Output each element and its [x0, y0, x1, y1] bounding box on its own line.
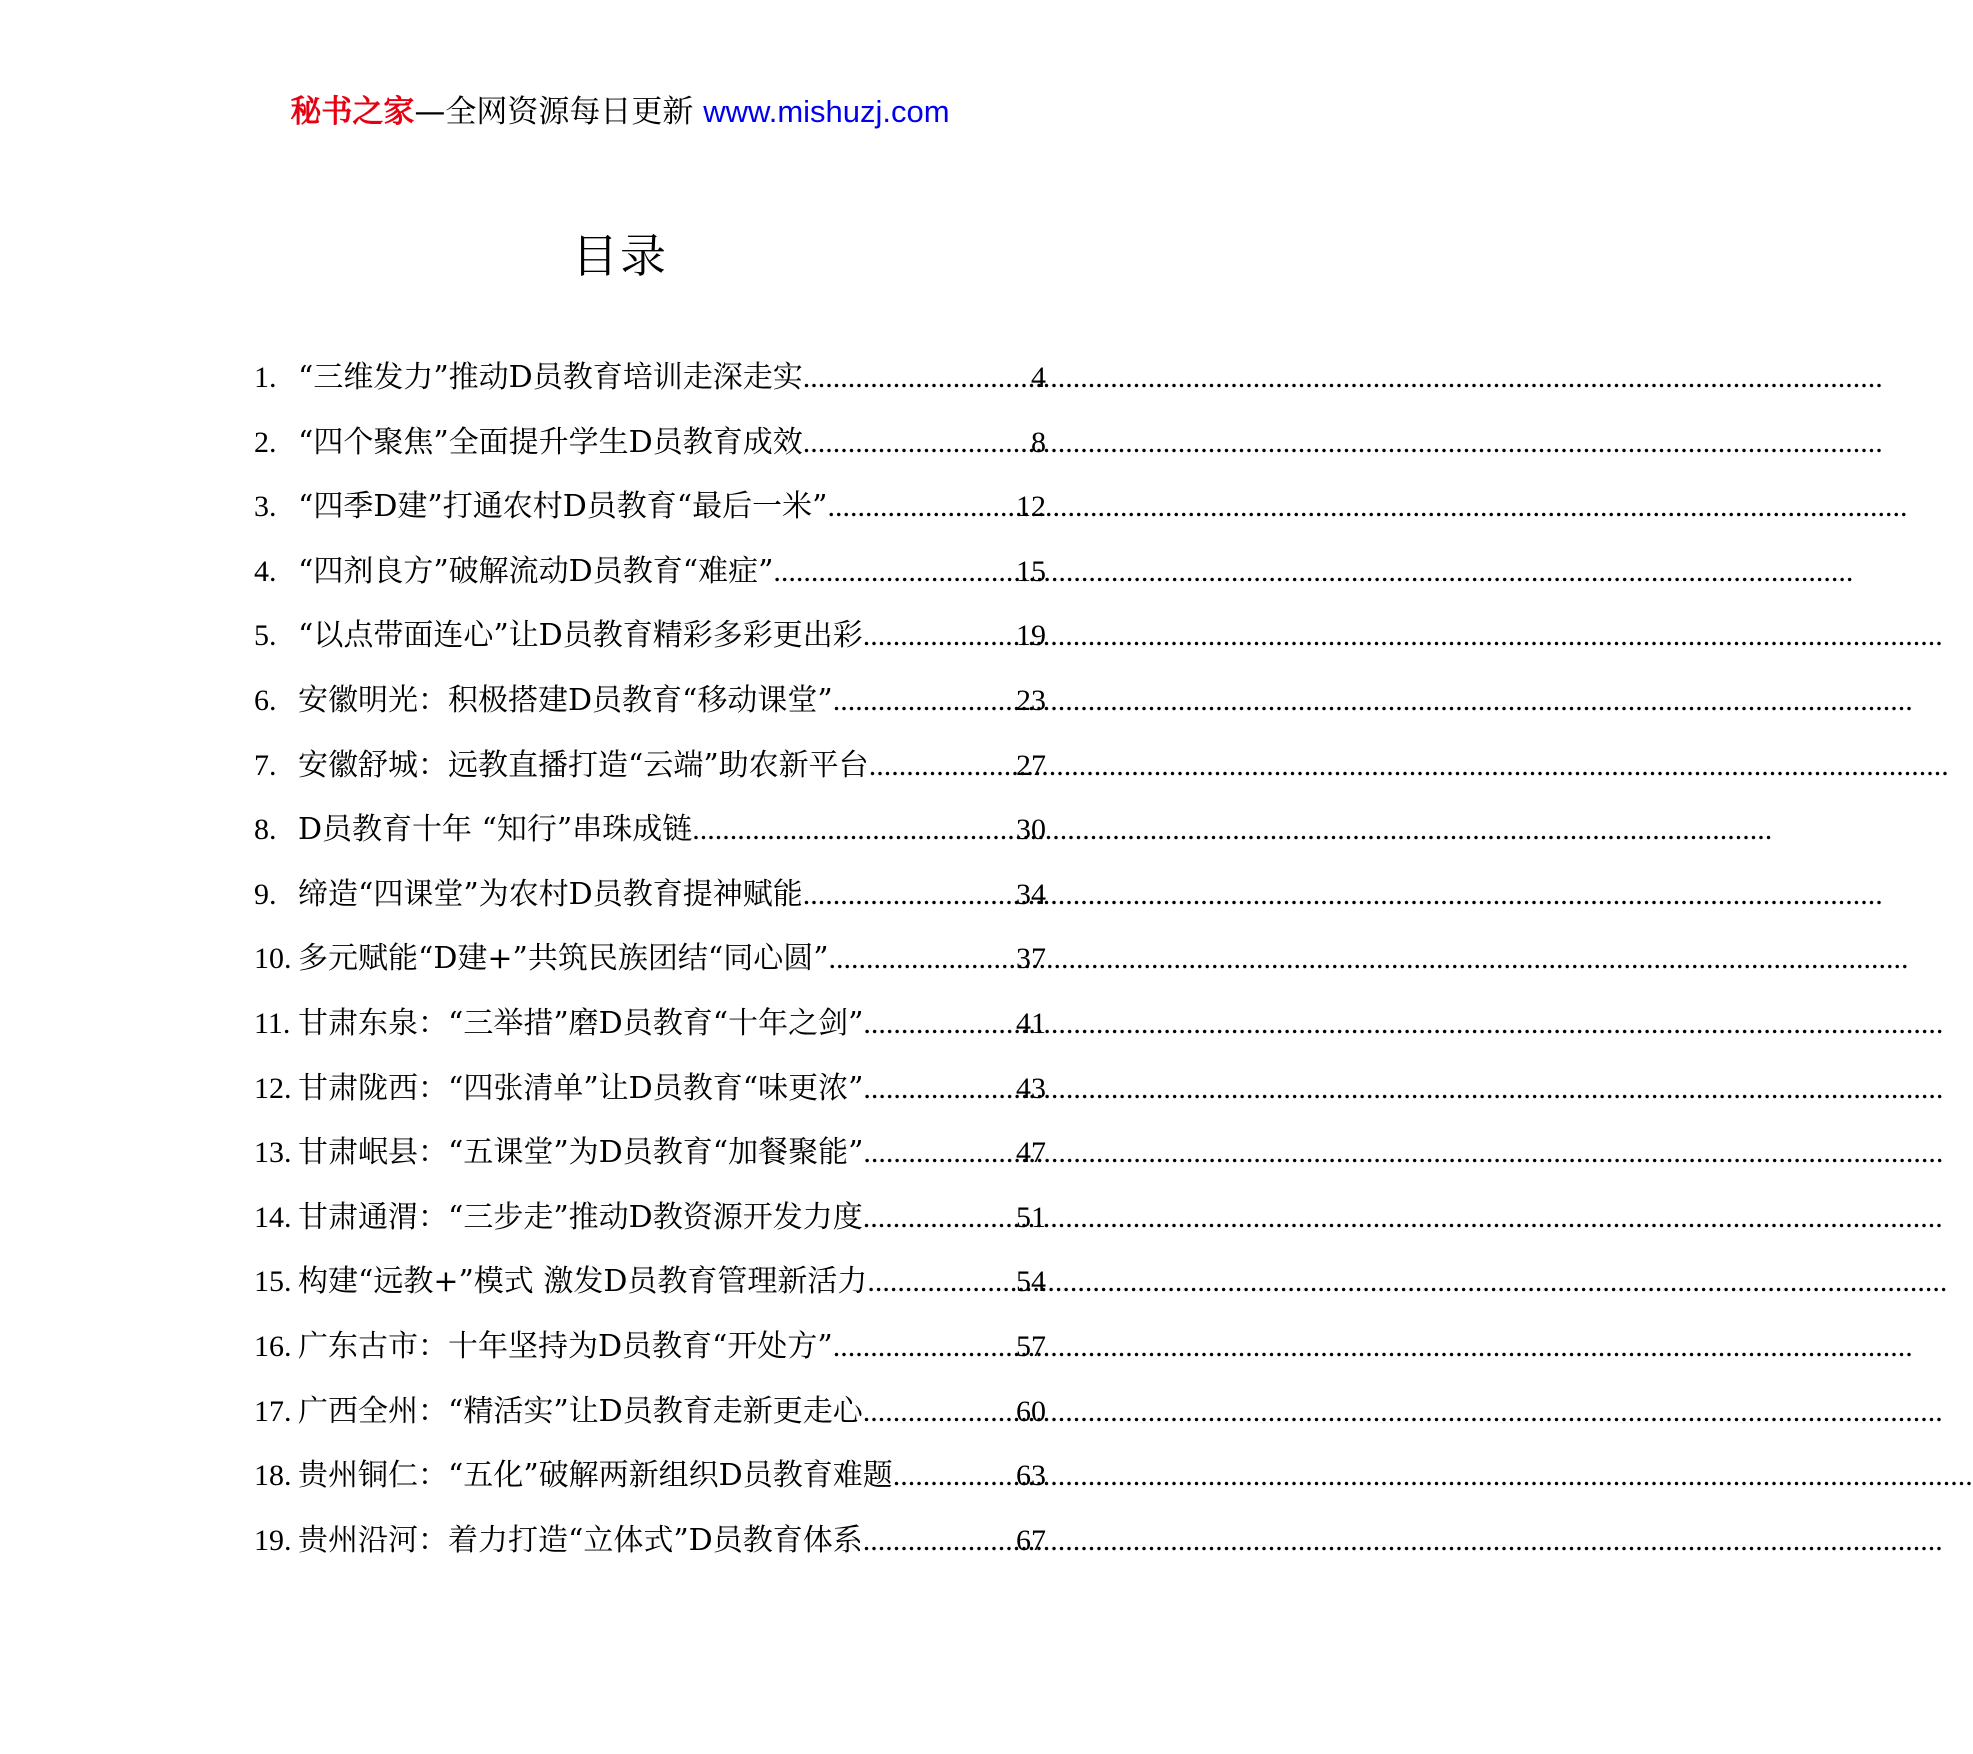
toc-entry-page-number: 19 [1016, 619, 1046, 653]
toc-entry-page-number: 54 [1016, 1265, 1046, 1299]
toc-entry-page-number: 51 [1016, 1200, 1046, 1234]
toc-entry-title: 广西全州：“精活实”让D员教育走新更走心 [298, 1393, 863, 1429]
toc-entry-page-number: 63 [1016, 1459, 1046, 1493]
toc-entry[interactable] [254, 616, 1046, 681]
site-header [0, 92, 1240, 132]
toc-entry[interactable] [254, 1262, 1046, 1327]
toc-entry-title: D员教育十年 “知行”串珠成链 [298, 812, 693, 848]
toc-entry[interactable] [254, 875, 1046, 940]
toc-entry[interactable] [254, 1456, 1046, 1521]
toc-entry-page-number: 12 [1016, 490, 1046, 524]
toc-entry-title: 甘肃通渭：“三步走”推动D教资源开发力度 [298, 1199, 863, 1235]
brand-name: 秘书之家 [290, 94, 415, 130]
toc-entry-page-number: 30 [1016, 813, 1046, 847]
toc-entry-page-number: 41 [1016, 1006, 1046, 1040]
toc-entry[interactable] [254, 1327, 1046, 1392]
table-of-contents [254, 358, 1046, 1585]
toc-entry[interactable] [254, 423, 1046, 488]
toc-entry[interactable] [254, 939, 1046, 1004]
toc-entry-page-number: 15 [1016, 554, 1046, 588]
toc-dot-leader [833, 1327, 1016, 1367]
toc-entry-page-number: 60 [1016, 1394, 1046, 1428]
toc-entry-title: “四季D建”打通农村D员教育“最后一米” [298, 489, 828, 525]
toc-entry[interactable] [254, 681, 1046, 746]
toc-entry[interactable] [254, 358, 1046, 423]
toc-dot-leader [863, 1392, 1016, 1432]
toc-entry-title: 甘肃岷县：“五课堂”为D员教育“加餐聚能” [298, 1135, 864, 1171]
toc-dot-leader [863, 1133, 1016, 1173]
toc-entry[interactable] [254, 487, 1046, 552]
toc-entry[interactable] [254, 810, 1046, 875]
toc-entry-number: 12. [254, 1071, 292, 1105]
toc-dot-leader [829, 939, 1016, 979]
toc-entry[interactable] [254, 1133, 1046, 1198]
toc-entry-page-number: 47 [1016, 1136, 1046, 1170]
toc-entry-title: “四个聚焦”全面提升学生D员教育成效 [298, 424, 803, 460]
toc-dot-leader [893, 1456, 1016, 1496]
toc-entry-title: 贵州沿河：着力打造“立体式”D员教育体系 [298, 1522, 863, 1558]
toc-entry-number: 1. [254, 361, 277, 394]
toc-entry-page-number: 34 [1016, 877, 1046, 911]
toc-entry-number: 11. [254, 1006, 291, 1040]
toc-entry[interactable] [254, 552, 1046, 617]
toc-dot-leader [833, 681, 1016, 721]
toc-entry-number: 17. [254, 1394, 292, 1428]
toc-entry-page-number: 57 [1016, 1329, 1046, 1363]
toc-entry-number: 7. [254, 748, 277, 782]
toc-dot-leader [869, 746, 1016, 786]
toc-entry-number: 2. [254, 425, 277, 459]
toc-entry-title: 安徽明光：积极搭建D员教育“移动课堂” [298, 682, 833, 718]
toc-dot-leader [803, 358, 1031, 398]
toc-entry-page-number: 67 [1016, 1523, 1046, 1557]
toc-entry-page-number: 43 [1016, 1071, 1046, 1105]
toc-entry[interactable] [254, 1004, 1046, 1069]
toc-dot-leader [863, 616, 1016, 656]
toc-dot-leader [863, 1004, 1016, 1044]
toc-entry-page-number: 27 [1016, 748, 1046, 782]
toc-entry-title: 甘肃陇西：“四张清单”让D员教育“味更浓” [298, 1070, 864, 1106]
header-tagline: —全网资源每日更新 [414, 94, 704, 130]
toc-dot-leader [863, 1521, 1016, 1561]
toc-entry-title: “四剂良方”破解流动D员教育“难症” [298, 553, 774, 589]
toc-entry-number: 4. [254, 554, 277, 588]
toc-entry-number: 6. [254, 683, 277, 717]
toc-entry-title: “以点带面连心”让D员教育精彩多彩更出彩 [298, 618, 863, 654]
toc-entry-number: 15. [254, 1265, 292, 1299]
site-url-link[interactable]: www.mishuzj.com [703, 94, 950, 129]
toc-entry-title: 多元赋能“D建+”共筑民族团结“同心圆” [298, 941, 829, 977]
toc-dot-leader [863, 1198, 1016, 1238]
page-title: 目录 [572, 229, 668, 283]
toc-dot-leader [827, 487, 1016, 527]
toc-entry[interactable] [254, 1392, 1046, 1457]
toc-entry-number: 5. [254, 619, 277, 653]
toc-entry-title: 构建“远教+”模式 激发D员教育管理新活力 [298, 1264, 868, 1300]
toc-entry-number: 10. [254, 942, 292, 976]
toc-entry[interactable] [254, 746, 1046, 811]
toc-entry[interactable] [254, 1069, 1046, 1134]
toc-dot-leader [803, 423, 1031, 463]
toc-entry-title: 安徽舒城：远教直播打造“云端”助农新平台 [298, 747, 869, 783]
toc-entry-page-number: 23 [1016, 683, 1046, 717]
toc-dot-leader [692, 810, 1016, 850]
toc-entry-number: 8. [254, 813, 277, 847]
toc-entry-title: 缔造“四课堂”为农村D员教育提神赋能 [298, 876, 803, 912]
toc-entry-title: 贵州铜仁：“五化”破解两新组织D员教育难题 [298, 1458, 893, 1494]
toc-entry-title: 广东古市：十年坚持为D员教育“开处方” [298, 1328, 833, 1364]
toc-dot-leader [863, 1069, 1016, 1109]
toc-entry-number: 9. [254, 877, 277, 911]
toc-entry-number: 19. [254, 1523, 292, 1557]
toc-dot-leader [867, 1262, 1016, 1302]
toc-dot-leader [803, 875, 1016, 915]
toc-entry[interactable] [254, 1198, 1046, 1263]
toc-dot-leader [773, 552, 1016, 592]
toc-entry-title: “三维发力”推动D员教育培训走深走实 [298, 360, 803, 395]
toc-entry[interactable] [254, 1521, 1046, 1586]
toc-entry-page-number: 37 [1016, 942, 1046, 976]
toc-entry-page-number: 4 [1031, 361, 1046, 394]
toc-entry-number: 18. [254, 1459, 292, 1493]
toc-entry-number: 14. [254, 1200, 292, 1234]
toc-entry-page-number: 8 [1031, 425, 1046, 459]
toc-entry-number: 16. [254, 1329, 292, 1363]
toc-entry-title: 甘肃东泉：“三举措”磨D员教育“十年之剑” [298, 1005, 864, 1041]
toc-entry-number: 13. [254, 1136, 292, 1170]
toc-entry-number: 3. [254, 490, 277, 524]
